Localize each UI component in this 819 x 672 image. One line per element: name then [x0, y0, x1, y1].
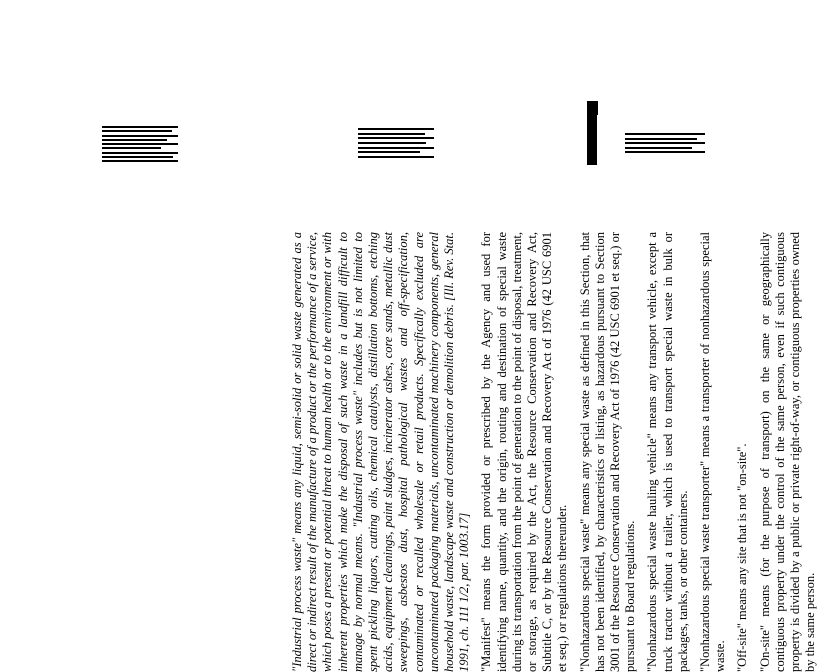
definition-off-site: "Off-site" means any site that is not "on-site".: [735, 443, 750, 672]
document-body: [290, 232, 819, 672]
definition-on-site: "On-site" means (for the purpose of transport) on the same or geographically contiguous property under the control of the same person, even if such contiguous property is divided by a public or private right-of-way, or contiguous properties owned by the same person.: [757, 232, 818, 672]
scan-artifact-left: [102, 126, 178, 162]
scan-artifact-center: [358, 128, 434, 158]
definition-transporter: "Nonhazardous special waste transporter" means a transporter of nonhazardous special waste.: [698, 232, 728, 672]
definition-industrial-process-waste: "Industrial process waste" means any liquid, semi-solid or solid waste generated as a direct or indirect result of the manufacture of a product or the performance of a service, which poses a present or potential threat to human health or to the environment or with inherent properties which make the disposal of such waste in a landfill difficult to manage by normal means. "Industrial process waste" includes but is not limited to spent pickling liquors, cutting oils, chemical catalysts, distillation bottoms, etching acids, equipment cleanings, paint sludges, incinerator ashes, core sands, metallic dust sweepings, asbestos dust, hospital pathological wastes and off-specification, contaminated or recalled wholesale or retail products. Specifically excluded are uncontaminated packaging materials, uncontaminated machinery components, general household waste, landscape waste and construction or demolition debris. [Ill. Rev. Stat. 1991, ch. 111 1/2, par. 1003.17]: [290, 232, 472, 672]
rotated-page-region: [230, 232, 818, 672]
definition-hauling-vehicle: "Nonhazardous special waste hauling vehicle" means any transport vehicle, except a truck tractor without a trailer, which is used to transport special waste in bulk or packages, tanks, or other containers.: [645, 232, 690, 672]
scan-artifact-right: [625, 133, 705, 153]
scan-artifact-tick: [594, 101, 598, 115]
rotated-page: [290, 232, 818, 672]
definition-nonhazardous-special-waste: "Nonhazardous special waste" means any special waste as defined in this Section, that has not been identified, by characteristics or listing, as hazardous pursuant to Section 3001 of the Resource Conservation and Recovery Act of 1976 (42 USC 6901 et seq.) or pursuant to Board regulations.: [577, 232, 638, 672]
definition-manifest: "Manifest" means the form provided or prescribed by the Agency and used for identifying name, quantity, and the origin, routing and destination of special waste during its transportation from the point of generation to the point of disposal, treatment, or storage, as required by the Act, the Resource Conservation and Recovery Act, Subtitle C, or by the Resource Conservation and Recovery Act of 1976 (42 USC 6901 et seq.) or regulations thereunder.: [479, 232, 570, 672]
